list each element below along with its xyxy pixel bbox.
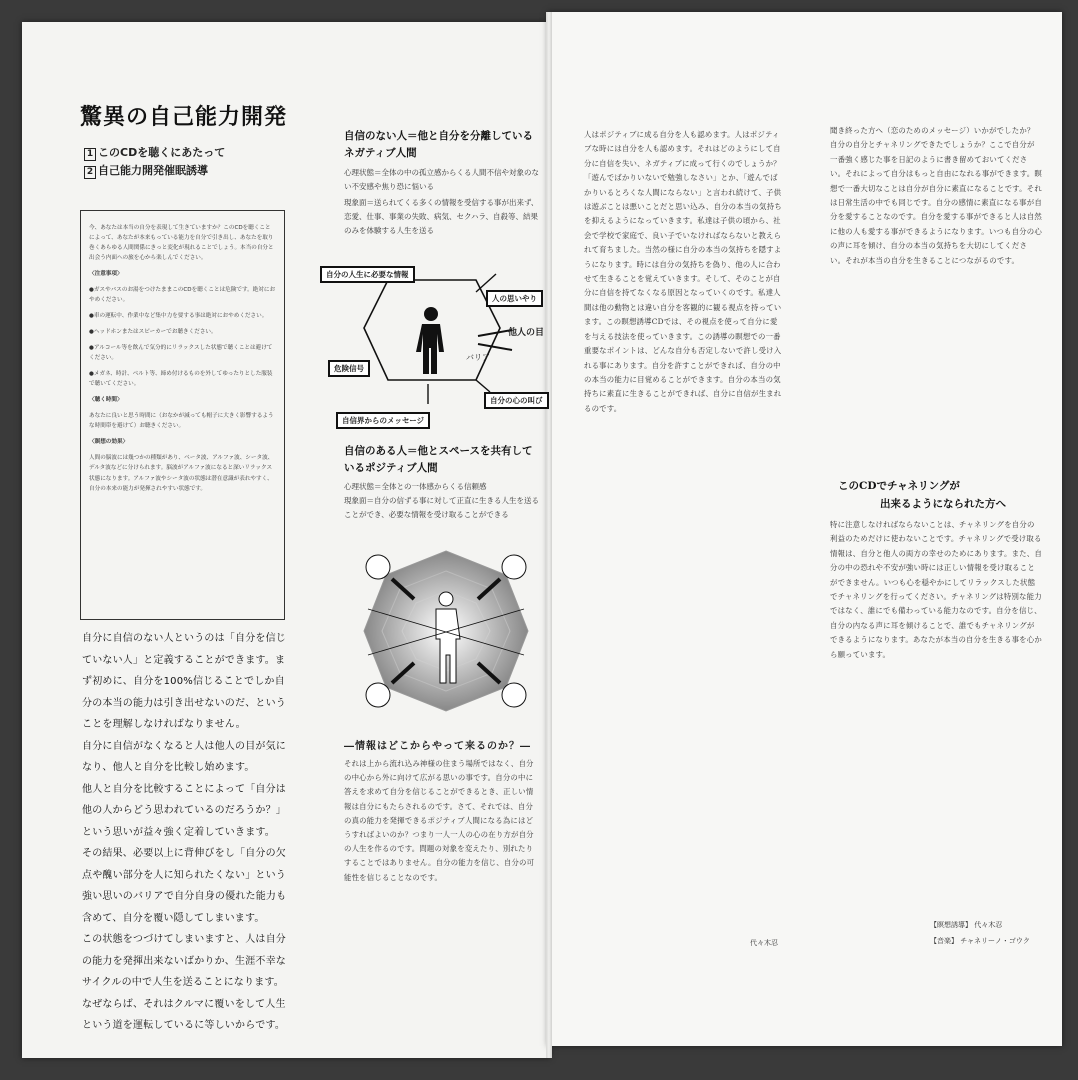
method-text: あなたに良いと思う時間に（おなかが減っても帽子に大きく影響するような時間帯を避けて）お聴きください。 [89,413,274,430]
lead-paragraph: 自分に自信のない人というのは「自分を信じていない人」と定義することができます。まず初めに、自分を100%信じることでしか自分の本当の能力は引き出せないのだ、ということを理解しなければなりません。 [82,633,286,730]
method-heading: 〈聴く時間〉 [89,397,123,404]
notice-intro: 今、あなたは本当の自分を表現して生きていますか？このCDを聴くことによって、あなたが本来もっている能力を自分で引き出し、あなたを取り巻くあらゆる人間関係にきっと変化が現れることでしょう。本当の自分と出会う内面への旅を心から楽しんでください。 [89,224,274,262]
credit-meditation: 【瞑想誘導】 代々木忍 [930,921,1003,929]
effect-heading: 〈瞑想の効果〉 [89,439,129,446]
caution-item: ●車の運転中、作業中など集中力を要する事は絶対におやめください。 [89,313,268,320]
label-barrier: バリア [466,353,490,362]
lead-text [82,628,292,1037]
lead-paragraph: その結果、必要以上に背伸びをし「自分の欠点や醜い部分を人に知られたくない」という強い思いのバリアで自分自身の優れた能力も含めて、自分を覆い隠してしまいます。 [82,848,287,924]
label-others-eyes: 他人の目 [508,328,545,338]
positive-psych: 心理状態＝全体との一体感からくる信頼感 [344,482,487,491]
label-danger-signal: 危険信号 [328,360,370,377]
label-heart-cry: 自分の心の叫び [484,392,549,409]
lead-paragraph: この状態をつづけてしまいますと、人は自分の能力を発揮出来ないばかりか、生涯不幸なサイクルの中で人生を送ることになります。なぜならば、それはクルマに覆いをして人生という道を運転しているに等しいからです。 [82,934,286,1031]
info-heading: ―情報はどこからやって来るのか？― [344,741,531,752]
label-life-info: 自分の人生に必要な情報 [320,266,415,283]
positive-reality: 現象面＝自分の信ずる事に対して正直に生きる人生を送ることができ、必要な情報を受け取ることができる [344,496,539,519]
toc-item-1: 1 このCDを聴くにあたって [84,144,225,162]
right-column-2: 聞き終った方へ（恋のためのメッセージ）いかがでしたか？自分の自分とチャネリングできたでしょうか？ここで自分が一番強く感じた事を日記のように書き留めておいてください。それによって自分はもっと自由になれる事ができます。瞑想で一番大切なことは自分が自分に素直になることです。それは日常生活の中でも同じです。自分の感情に素直になる事が自分を愛することなのです。自分を愛する事ができると人は自然に他の人も愛する事ができるようになります。いつも自分の心の声に耳を傾け、自分の本当の気持ちを大切にしてください。それが本当の自分を生きることにつながるのです。 [830,126,1042,265]
caution-heading: 〈注意事項〉 [89,271,123,278]
right-column-1: 人はポジティブに成る自分を人も認めます。人はポジティブな時には自分を人も認めます。それはどのようにして自分に自信を失い、ネガティブに成って行くのでしょうか？「遊んでばかりいないで勉強しなさい」とか、「遊んでばかりいるとろくな人間にならない」と言われ続けて、子供は遊ぶことは悪いことだと思い込み、自分の本当の気持ちを抑えるようになっていきます。私達は子供の頃から、社会で学校で家庭で、良い子でいなければならないと教えられて育ちました。当然の様に自分の本当の気持ちを隠すようになります。時には自分の気持ちを偽り、他の人に合わせて生きることを覚えていきます。そして、そのことが自分に自信を持てなくなる原因となっていくのです。私達人間は他の動物とは違い自分を客観的に観る視点を持っています。この瞑想誘導CDでは、その視点を使って自分に愛を与える技法を使っていきます。この誘導の瞑想での一番重要なポイントは、どんな自分も否定しないで許し受け入れる事にあります。自分を許すことができれば、自分の中の本当の能力に目覚めることができます。自分の本当の気持ちに素直に生きることができれば、自分に自信が生まれるのです。 [584,130,782,413]
lead-paragraph: 自分に自信がなくなると人は他人の目が気になり、他人と自分を比較し始めます。 [82,740,286,773]
negative-reality: 現象面＝送られてくる多くの情報を受信する事が出来ず、恋愛、仕事、事業の失敗、病気、セクハラ、自殺等、結果のみを体験する人生を送る [344,198,539,235]
label-compassion: 人の思いやり [486,290,543,307]
toc-item-2: 2 自己能力開発催眠誘導 [84,162,225,180]
document-title: 驚異の自己能力開発 [80,105,288,130]
sharing-diagram [356,545,536,715]
caution-item: ●メガネ、時計、ベルト等、締め付けるものを外してゆったりとした服装で聴いてください。 [89,370,273,387]
positive-heading: 自信のある人＝他とスペースを共有しているポジティブ人間 [344,445,533,474]
lead-paragraph: 他人と自分を比較することによって「自分は他の人からどう思われているのだろうか？」という思いが益々強く定着していきます。 [82,783,286,838]
effect-text: 人間の脳波には幾つかの種類があり、ベータ波、アルファ波、シータ波、デルタ波などに分けられます。脳波がアルファ波になると深いリラックス状態になります。アルファ波やシータ波の状態は潜在意識が表れやすく、自分の本来の能力が発揮されやすい状態です。 [89,455,274,492]
caution-item: ●ヘッドホンまたはスピーカーでお聴きください。 [89,329,217,335]
caution-item: ●アルコール等を飲んで気分的にリラックスした状態で聴くことは避けてください。 [89,344,273,361]
channeling-heading-1: このCDでチャネリングが [838,480,960,492]
info-text: それは上から流れ込み神様の住まう場所ではなく、自分の中心から外に向けて広がる思いの事です。自分の中に答えを求めて自分を信じることができるとき、正しい情報は自分にもたらされるのです。さて、それでは、自分の真の能力を発揮できるポジティブ人間になる為にはどうすればよいのか？つまり一人一人の心の在り方が自分の人生を作るのです。問題の対象を変えたり、別れたりすることではありません。自分の能力を信じ、自分の可能性を信じることなのです。 [344,759,535,882]
channeling-text: 特に注意しなければならないことは、チャネリングを自分の利益のためだけに使わないことです。チャネリングで受け取る情報は、自分と他人の両方の幸せのためにあります。また、自分の中の恐れや不安が強い時には正しい情報を受け取ることができません。いつも心を穏やかにしてリラックスした状態でチャネリングを行ってください。チャネリングは特別な能力ではなく、誰にでも備わっている能力なのです。自分を信じ、自分の内なる声に耳を傾けることで、誰でもチャネリングができるようになります。あなたが本当の自分を生きる事を心から願っています。 [830,520,1042,659]
signature: 代々木忍 [750,939,778,947]
credit-music: 【音楽】 チャネリーノ・ゴウク [930,937,1030,945]
page-fold [546,12,552,1058]
notice-box [80,210,285,620]
negative-heading: 自信のない人＝他と自分を分離しているネガティブ人間 [344,130,533,159]
negative-psych: 心理状態＝全体の中の孤立感からくる人間不信や対象のない不安感や焦り恐に悩いる [344,168,539,191]
label-message: 自信界からのメッセージ [336,412,430,429]
channeling-heading-2: 出来るようになられた方へ [880,498,1006,510]
caution-item: ●ガスやバスのお湯をつけたままこのCDを聴くことは危険です。絶対におやめください。 [89,287,276,304]
table-of-contents [84,144,225,180]
